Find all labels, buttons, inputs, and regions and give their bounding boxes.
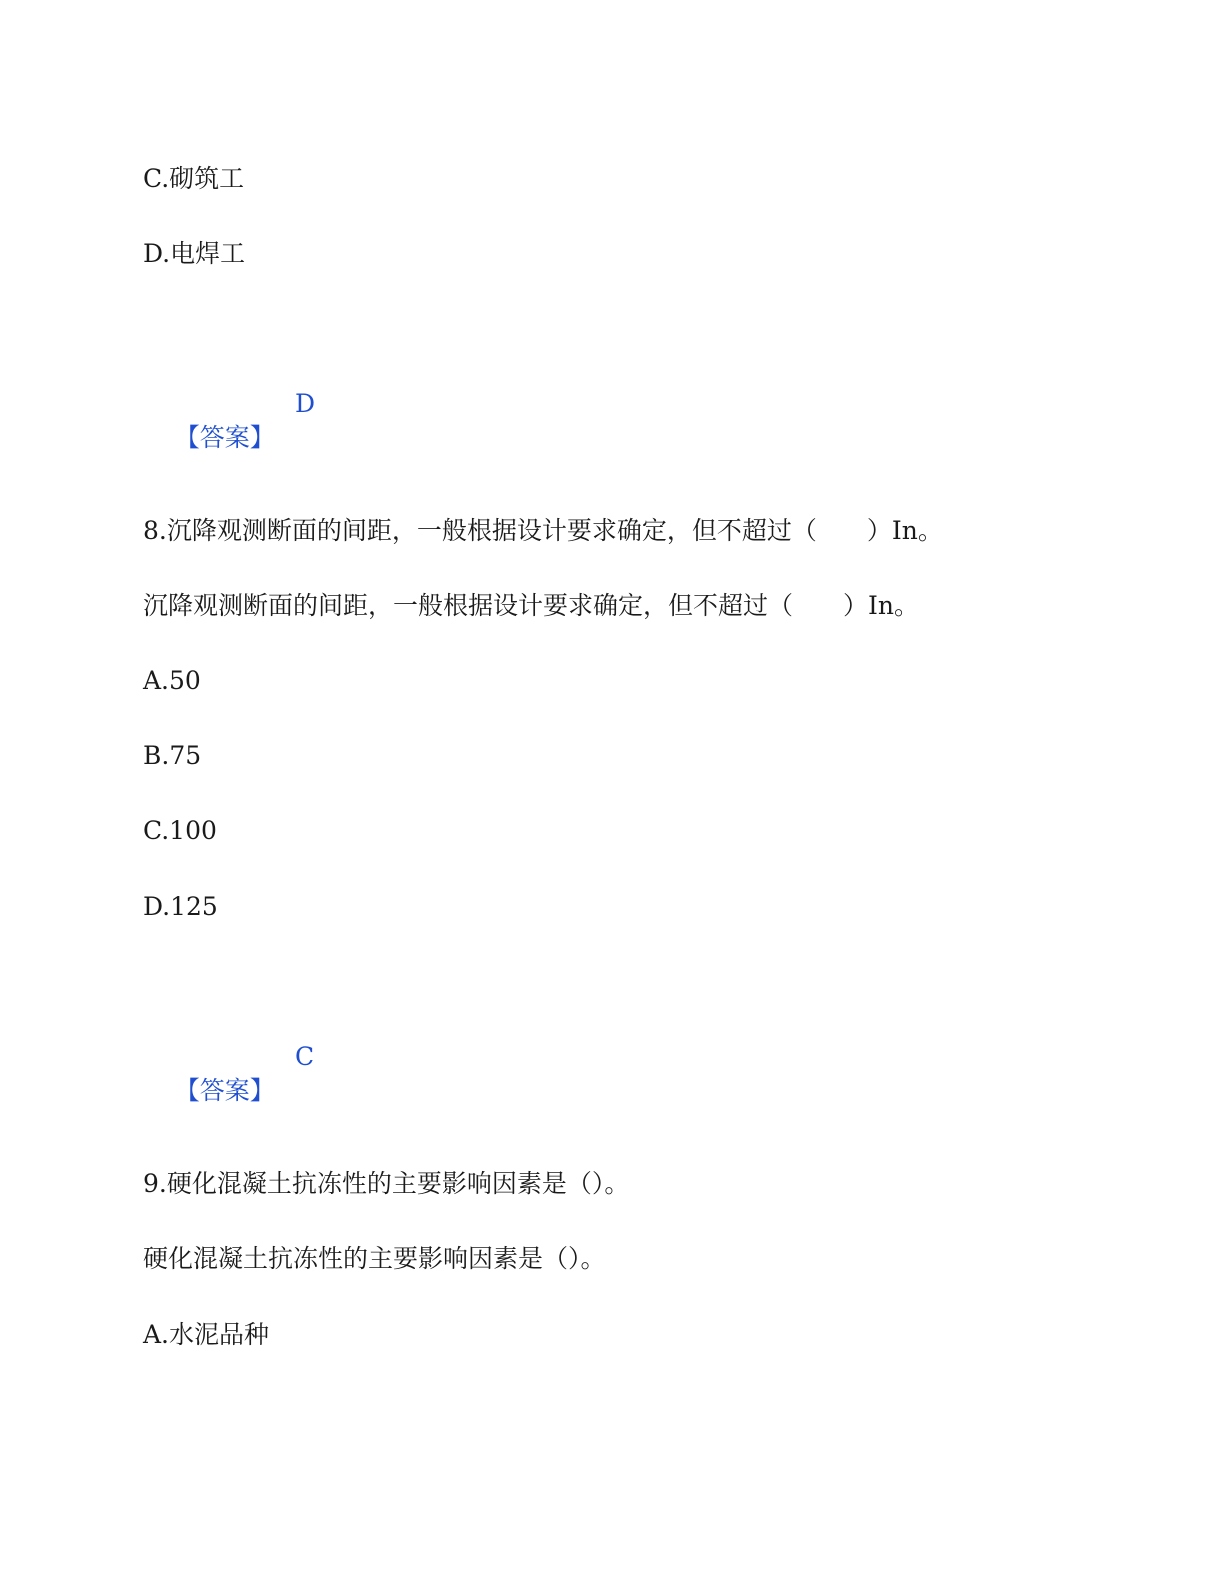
q7-answer-value: D (295, 389, 316, 418)
q9-option-a: A.水泥品种 (143, 1320, 270, 1349)
q7-answer (143, 387, 316, 523)
q7-answer-label: 【答案】 (174, 423, 275, 452)
q8-option-c: C.100 (143, 816, 217, 845)
q9-title: 9.硬化混凝土抗冻性的主要影响因素是（）。 (143, 1169, 630, 1198)
q8-answer (143, 1040, 315, 1176)
q8-option-d: D.125 (143, 892, 218, 921)
q8-answer-label: 【答案】 (174, 1076, 275, 1105)
q8-stem: 沉降观测断面的间距，一般根据设计要求确定，但不超过（ ）In。 (143, 591, 919, 620)
q7-option-c: C.砌筑工 (143, 164, 245, 193)
q9-stem: 硬化混凝土抗冻性的主要影响因素是（）。 (143, 1244, 606, 1273)
q7-option-d: D.电焊工 (143, 239, 246, 268)
q8-title: 8.沉降观测断面的间距，一般根据设计要求确定，但不超过（ ）In。 (143, 516, 943, 545)
q8-answer-value: C (295, 1042, 315, 1071)
q8-option-a: A.50 (143, 666, 201, 695)
q8-option-b: B.75 (143, 741, 202, 770)
